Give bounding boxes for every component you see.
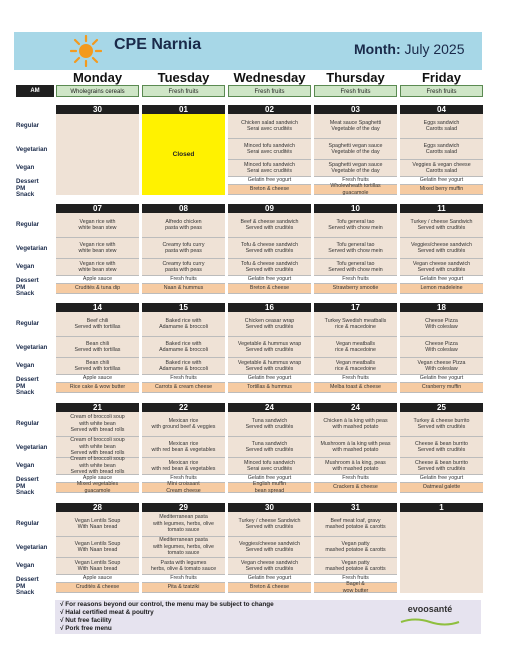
day-cell <box>228 503 311 593</box>
vegetarian-meal: Cream of broccoli soup with white bean Served with bread rolls <box>56 437 139 458</box>
regular-meal: Cheese Pizza With coleslaw <box>400 312 483 337</box>
regular-meal: Beef chili Served with tortillas <box>56 312 139 337</box>
am-snack-cell: Fresh fruits <box>228 85 311 97</box>
regular-meal: Vegan rice with white bean stew <box>56 213 139 238</box>
dessert-meal: Fresh fruits <box>314 276 397 284</box>
regular-meal: Meat sauce Spaghetti Vegetable of the day <box>314 114 397 139</box>
row-label-regular: Regular <box>16 420 40 427</box>
day-header-friday: Friday <box>421 70 461 85</box>
snack-meal: Rice cake & wow butter <box>56 383 139 393</box>
snack-meal: Naan & hummus <box>142 284 225 294</box>
vegan-meal: Vegetable & hummus wrap Served with crudités <box>228 358 311 375</box>
vegetarian-meal: Mexican rice with red bean & vegetables <box>142 437 225 458</box>
vegetarian-meal: Vegan meatballs rice & macedoine <box>314 337 397 358</box>
dessert-meal: Fresh fruits <box>314 177 397 185</box>
snack-meal: Pita & tzatziki <box>142 583 225 593</box>
regular-meal: Mexican rice with ground beef & veggies <box>142 412 225 437</box>
vegetarian-meal: Baked rice with Adamame & broccoli <box>142 337 225 358</box>
snack-meal: Melba toast & cheese <box>314 383 397 393</box>
snack-meal: Wholewheath tortillas guacamole <box>314 185 397 195</box>
row-label-snack: Snack <box>16 489 35 496</box>
vegetarian-meal: Vegetable & hummus wrap Served with crudités <box>228 337 311 358</box>
snack-meal: Mixed vegetables guacamole <box>56 483 139 493</box>
regular-meal: Mediterranean pasta with legumes, herbs, olive tomato sauce <box>142 512 225 537</box>
snack-meal: Crudités & tuna dip <box>56 284 139 294</box>
regular-meal: Chicken à la king with peas with mashed potato <box>314 412 397 437</box>
day-cell <box>142 105 225 195</box>
row-label-dessert: Dessert <box>16 277 39 284</box>
vegan-meal: Pasta with legumes herbs, olive & tomato sauce <box>142 558 225 575</box>
vegan-meal: Bean chili Served with tortillas <box>56 358 139 375</box>
vegan-meal: Cheese & bean burrito Served with crudités <box>400 458 483 475</box>
row-label-regular: Regular <box>16 122 40 129</box>
day-cell <box>228 303 311 393</box>
day-header-monday: Monday <box>72 70 123 85</box>
snack-meal: English muffin bean spread <box>228 483 311 493</box>
day-cell <box>142 303 225 393</box>
day-cell <box>314 204 397 294</box>
regular-meal: Turkey Swedish meatballs rice & macedoine <box>314 312 397 337</box>
vegetarian-meal: Minced tofu sandwich Serai avec crudités <box>228 139 311 160</box>
day-cell <box>314 105 397 195</box>
am-snack-cell: Fresh fruits <box>142 85 225 97</box>
dessert-meal: Gelatin free yogurt <box>228 177 311 185</box>
day-cell <box>228 105 311 195</box>
day-cell <box>400 204 483 294</box>
row-label-vegetarian: Vegetarian <box>16 344 48 351</box>
dessert-meal: Fresh fruits <box>142 475 225 483</box>
row-label-regular: Regular <box>16 320 40 327</box>
date-number: 1 <box>400 503 483 512</box>
footer-note: √ For reasons beyond our control, the menu may be subject to change <box>60 601 274 608</box>
date-number: 17 <box>314 303 397 312</box>
vegetarian-meal: Tofu general tao Served with chow mein <box>314 238 397 259</box>
row-label-vegan: Vegan <box>16 164 35 171</box>
date-number: 04 <box>400 105 483 114</box>
empty-day <box>400 512 483 593</box>
dessert-meal: Gelatin free yogurt <box>228 475 311 483</box>
row-label-pm: PM <box>16 383 26 390</box>
dessert-meal: Apple sauce <box>56 575 139 583</box>
am-snack-cell: Fresh fruits <box>314 85 397 97</box>
dessert-meal: Gelatin free yogurt <box>228 375 311 383</box>
day-cell <box>56 503 139 593</box>
day-cell <box>142 204 225 294</box>
date-number: 31 <box>314 503 397 512</box>
day-cell <box>142 403 225 493</box>
vegan-meal: Vegan cheese sandwich Served with crudités <box>228 558 311 575</box>
day-cell <box>400 105 483 195</box>
snack-meal: Tortillas & hummus <box>228 383 311 393</box>
dessert-meal: Gelatin free yogurt <box>228 575 311 583</box>
date-number: 22 <box>142 403 225 412</box>
row-label-dessert: Dessert <box>16 576 39 583</box>
day-cell <box>56 303 139 393</box>
snack-meal: Crudités & cheese <box>56 583 139 593</box>
dessert-meal: Fresh fruits <box>314 575 397 583</box>
vegetarian-meal: Spaghetti vegan sauce Vegetable of the day <box>314 139 397 160</box>
vegan-meal: Minced tofu sandwich Serai avec crudités <box>228 458 311 475</box>
vegetarian-meal: Tofu & cheese sandwich Served with crudités <box>228 238 311 259</box>
vegan-meal: Creamy tofu curry pasta with peas <box>142 259 225 276</box>
vegetarian-meal: Vegan rice with white bean stew <box>56 238 139 259</box>
dessert-meal: Fresh fruits <box>314 375 397 383</box>
month-value: July 2025 <box>404 41 465 57</box>
row-label-vegan: Vegan <box>16 562 35 569</box>
dessert-meal: Apple sauce <box>56 475 139 483</box>
date-number: 25 <box>400 403 483 412</box>
day-cell <box>56 403 139 493</box>
row-label-regular: Regular <box>16 520 40 527</box>
vegetarian-meal: Creamy tofu curry pasta with peas <box>142 238 225 259</box>
day-header-tuesday: Tuesday <box>157 70 210 85</box>
vegan-meal: Baked rice with Adamame & broccoli <box>142 358 225 375</box>
row-label-snack: Snack <box>16 389 35 396</box>
vegetarian-meal: Cheese & bean burrito Served with crudités <box>400 437 483 458</box>
regular-meal: Alfredo chicken pasta with peas <box>142 213 225 238</box>
row-label-vegetarian: Vegetarian <box>16 146 48 153</box>
row-label-dessert: Dessert <box>16 476 39 483</box>
vegetarian-meal: Cheese Pizza With coleslaw <box>400 337 483 358</box>
vegan-meal: Vegan rice with white bean stew <box>56 259 139 276</box>
row-label-vegan: Vegan <box>16 462 35 469</box>
row-label-dessert: Dessert <box>16 178 39 185</box>
snack-meal: Carrots & cream cheese <box>142 383 225 393</box>
date-number: 18 <box>400 303 483 312</box>
date-number: 28 <box>56 503 139 512</box>
snack-meal: Lemon madeleine <box>400 284 483 294</box>
vegetarian-meal: Eggs sandwich Carotts salad <box>400 139 483 160</box>
footer-note: √ Pork free menu <box>60 625 112 632</box>
date-number: 15 <box>142 303 225 312</box>
regular-meal: Baked rice with Adamame & broccoli <box>142 312 225 337</box>
row-label-vegetarian: Vegetarian <box>16 444 48 451</box>
day-cell <box>142 503 225 593</box>
month-title <box>354 41 464 57</box>
vegan-meal: Vegan meatballs rice & macedoine <box>314 358 397 375</box>
regular-meal: Tofu general tao Served with chow mein <box>314 213 397 238</box>
vegetarian-meal: Veggies/cheese sandwich Served with crudités <box>228 537 311 558</box>
row-label-snack: Snack <box>16 589 35 596</box>
row-label-dessert: Dessert <box>16 376 39 383</box>
dessert-meal: Gelatin free yogurt <box>400 177 483 185</box>
date-number: 07 <box>56 204 139 213</box>
snack-meal: Strawberry smootie <box>314 284 397 294</box>
row-label-vegetarian: Vegetarian <box>16 544 48 551</box>
regular-meal: Vegan Lentils Soup With Naan bread <box>56 512 139 537</box>
header-banner <box>14 32 482 70</box>
day-cell <box>228 403 311 493</box>
date-number: 29 <box>142 503 225 512</box>
dessert-meal: Fresh fruits <box>142 375 225 383</box>
vegan-meal: Spaghetti vegan sauce Vegetable of the day <box>314 160 397 177</box>
vegan-meal: Minced tofu sandwich Serai avec crudités <box>228 160 311 177</box>
snack-meal: Breton & cheese <box>228 583 311 593</box>
vegetarian-meal: Tuna sandwich Served with crudités <box>228 437 311 458</box>
vegan-meal: Mushroom à la king, peas with mashed potato <box>314 458 397 475</box>
vegan-meal: Mexican rice with red bean & vegetables <box>142 458 225 475</box>
day-cell <box>400 303 483 393</box>
dessert-meal: Gelatin free yogurt <box>400 276 483 284</box>
row-label-pm: PM <box>16 483 26 490</box>
regular-meal: Beef & cheese sandwich Served with crudités <box>228 213 311 238</box>
school-name: CPE Narnia <box>114 36 202 53</box>
regular-meal: Turkey / cheese Sandwich Served with crudités <box>228 512 311 537</box>
sun-icon <box>70 35 102 67</box>
vegetarian-meal: Mediterranean pasta with legumes, herbs, olive tomato sauce <box>142 537 225 558</box>
day-cell <box>400 503 483 593</box>
closed-notice: Closed <box>142 114 225 195</box>
dessert-meal: Fresh fruits <box>142 575 225 583</box>
row-label-snack: Snack <box>16 191 35 198</box>
vegetarian-meal: Veggies/cheese sandwich Served with crudités <box>400 238 483 259</box>
day-cell <box>56 105 139 195</box>
day-cell <box>314 503 397 593</box>
date-number: 24 <box>314 403 397 412</box>
snack-meal: Breton & cheese <box>228 185 311 195</box>
logo-wave-icon <box>397 617 463 627</box>
row-label-vegan: Vegan <box>16 362 35 369</box>
am-snack-cell: Fresh fruits <box>400 85 483 97</box>
snack-meal: Breton & cheese <box>228 284 311 294</box>
footer-note: √ Nut free facility <box>60 617 112 624</box>
day-cell <box>56 204 139 294</box>
vegan-meal: Tofu & cheese sandwich Served with crudités <box>228 259 311 276</box>
dessert-meal: Apple sauce <box>56 276 139 284</box>
regular-meal: Turkey / cheese Sandwich Served with crudités <box>400 213 483 238</box>
date-number: 08 <box>142 204 225 213</box>
vegetarian-meal: Vegan Lentils Soup With Naan bread <box>56 537 139 558</box>
date-number: 11 <box>400 204 483 213</box>
vegetarian-meal: Vegan patty mashed potatoe & carotts <box>314 537 397 558</box>
regular-meal: Beef meat loaf, gravy mashed potatoe & carotts <box>314 512 397 537</box>
dessert-meal: Fresh fruits <box>314 475 397 483</box>
regular-meal: Eggs sandwich Carotts salad <box>400 114 483 139</box>
day-header-thursday: Thursday <box>326 70 385 85</box>
month-label: Month: <box>354 41 401 57</box>
day-cell <box>314 403 397 493</box>
row-label-regular: Regular <box>16 221 40 228</box>
day-cell <box>314 303 397 393</box>
vegan-meal: Tofu general tao Served with chow mein <box>314 259 397 276</box>
dessert-meal: Gelatin free yogurt <box>400 475 483 483</box>
snack-meal: Crackers & cheese <box>314 483 397 493</box>
date-number: 03 <box>314 105 397 114</box>
dessert-meal: Fresh fruits <box>142 276 225 284</box>
snack-meal: Mixed berry muffin <box>400 185 483 195</box>
evoosante-logo <box>397 604 463 628</box>
dessert-meal: Gelatin free yogurt <box>228 276 311 284</box>
day-cell <box>400 403 483 493</box>
vegan-meal: Vegan cheese sandwich Served with crudités <box>400 259 483 276</box>
logo-text: evoosanté <box>407 604 453 614</box>
empty-day <box>56 114 139 195</box>
regular-meal: Chicken salad sandwich Serai avec crudités <box>228 114 311 139</box>
row-label-snack: Snack <box>16 290 35 297</box>
regular-meal: Tuna sandwich Served with crudités <box>228 412 311 437</box>
row-label-pm: PM <box>16 284 26 291</box>
date-number: 01 <box>142 105 225 114</box>
am-snack-cell: Wholegrains cereals <box>56 85 139 97</box>
date-number: 21 <box>56 403 139 412</box>
footer-note: √ Halal certified meat & poultry <box>60 609 154 616</box>
row-label-pm: PM <box>16 583 26 590</box>
date-number: 24 <box>228 403 311 412</box>
vegan-meal: Vegan patty mashed potatoe & carotts <box>314 558 397 575</box>
date-number: 09 <box>228 204 311 213</box>
dessert-meal: Apple sauce <box>56 375 139 383</box>
dessert-meal: Gelatin free yogurt <box>400 375 483 383</box>
regular-meal: Cream of broccoli soup with white bean Served with bread rolls <box>56 412 139 437</box>
day-cell <box>228 204 311 294</box>
date-number: 02 <box>228 105 311 114</box>
snack-meal: Mini croissant Cream cheese <box>142 483 225 493</box>
snack-meal: Oatmeal galette <box>400 483 483 493</box>
date-number: 16 <box>228 303 311 312</box>
regular-meal: Chicken ceasar wrap Served with crudités <box>228 312 311 337</box>
row-label-vegan: Vegan <box>16 263 35 270</box>
row-label-vegetarian: Vegetarian <box>16 245 48 252</box>
vegetarian-meal: Mushroom à la king with peas with mashed potato <box>314 437 397 458</box>
vegetarian-meal: Bean chili Served with tortillas <box>56 337 139 358</box>
day-header-wednesday: Wednesday <box>233 70 306 85</box>
vegan-meal: Vegan cheese Pizza With coleslaw <box>400 358 483 375</box>
vegan-meal: Veggies & vegan cheese Carotts salad <box>400 160 483 177</box>
date-number: 10 <box>314 204 397 213</box>
vegan-meal: Vegan Lentils Soup With Naan bread <box>56 558 139 575</box>
vegan-meal: Cream of broccoli soup with white bean Served with bread rolls <box>56 458 139 475</box>
snack-meal: Bagel & wow butter <box>314 583 397 593</box>
date-number: 14 <box>56 303 139 312</box>
snack-meal: Cranberry muffin <box>400 383 483 393</box>
date-number: 30 <box>56 105 139 114</box>
date-number: 30 <box>228 503 311 512</box>
row-label-pm: PM <box>16 185 26 192</box>
am-label: AM <box>16 85 54 97</box>
regular-meal: Turkey & cheese burrito Served with crudités <box>400 412 483 437</box>
